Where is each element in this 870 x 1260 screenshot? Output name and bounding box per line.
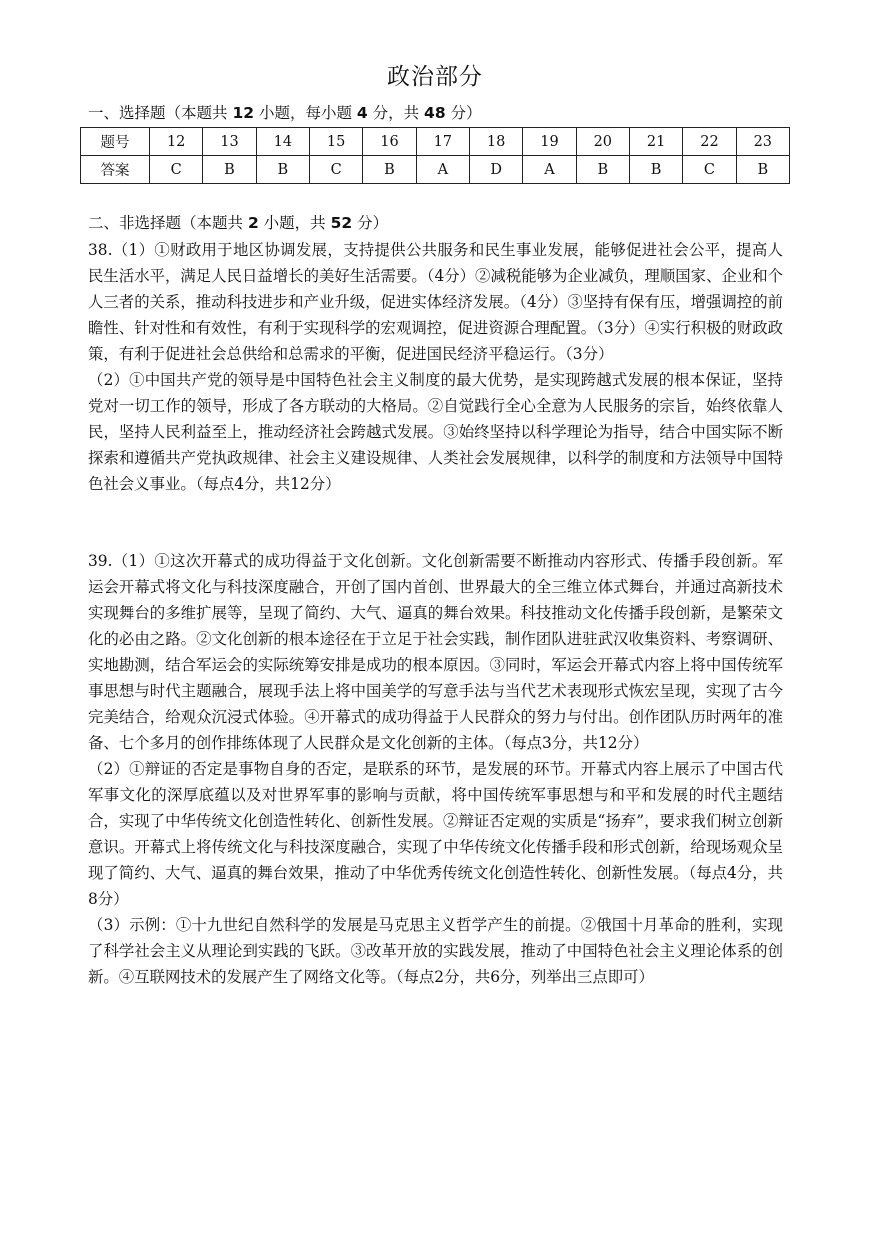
page-title: 政治部分 [387, 64, 483, 90]
heading-text: 分，共 [367, 104, 425, 122]
heading-number: 12 [232, 104, 255, 122]
heading-number: 48 [424, 104, 446, 122]
answer-cell: A [523, 156, 576, 184]
question-number-cell: 19 [523, 128, 576, 156]
answer-cell: B [203, 156, 256, 184]
question-number-cell: 21 [629, 128, 682, 156]
q39-part1: 39.（1）①这次开幕式的成功得益于文化创新。文化创新需要不断推动内容形式、传播手段创新。军运会开幕式将文化与科技深度融合，开创了国内首创、世界最大的全三维立体式舞台，并通过高新技术实现舞台的多维扩展等，呈现了简约、大气、逼真的舞台效果。科技推动文化传播手段创新，是繁荣文化的必由之路。②文化创新的根本途径在于立足于社会实践，制作团队进驻武汉收集资料、考察调研、实地勘测，结合军运会的实际统筹安排是成功的根本原因。③同时，军运会开幕式内容上将中国传统军事思想与时代主题融合，展现手法上将中国美学的写意手法与当代艺术表现形式恢宏呈现，实现了古今完美结合，给观众沉浸式体验。④开幕式的成功得益于人民群众的努力与付出。创作团队历时两年的准备、七个多月的创作排练体现了人民群众是文化创新的主体。（每点3分，共12分） [88, 552, 783, 752]
answer-cell: C [150, 156, 203, 184]
answer-cell: B [363, 156, 416, 184]
answer-row [81, 156, 790, 184]
answer-table [80, 127, 790, 184]
answer-cell: B [576, 156, 629, 184]
question-number-cell: 15 [309, 128, 362, 156]
question-39-answer [88, 548, 783, 990]
heading-number: 4 [356, 104, 368, 122]
q39-part3: （3）示例：①十九世纪自然科学的发展是马克思主义哲学产生的前提。②俄国十月革命的胜利，实现了科学社会主义从理论到实践的飞跃。③改革开放的实践发展，推动了中国特色社会主义理论体系的创新。④互联网技术的发展产生了网络文化等。（每点2分，共6分，列举出三点即可） [88, 916, 783, 986]
answer-cell: C [309, 156, 362, 184]
question-number-cell: 14 [256, 128, 309, 156]
question-number-cell: 13 [203, 128, 256, 156]
answer-cell: A [416, 156, 469, 184]
q38-part2: （2）①中国共产党的领导是中国特色社会主义制度的最大优势，是实现跨越式发展的根本保证，坚持党对一切工作的领导，形成了各方联动的大格局。②自觉践行全心全意为人民服务的宗旨，始终依靠人民，坚持人民利益至上，推动经济社会跨越式发展。③始终坚持以科学理论为指导，结合中国实际不断探索和遵循共产党执政规律、社会主义建设规律、人类社会发展规律，以科学的制度和方法领导中国特色社会义事业。（每点4分，共12分） [88, 371, 783, 493]
question-38-answer [88, 237, 783, 497]
heading-number: 52 [330, 214, 353, 232]
question-number-cell: 22 [683, 128, 736, 156]
question-number-cell: 16 [363, 128, 416, 156]
answer-cell: C [683, 156, 736, 184]
row-label: 答案 [81, 156, 150, 184]
question-number-cell: 12 [150, 128, 203, 156]
q39-part2: （2）①辩证的否定是事物自身的否定，是联系的环节，是发展的环节。开幕式内容上展示了中国古代军事文化的深厚底蕴以及对世界军事的影响与贡献，将中国传统军事思想与和平和发展的时代主题结合，实现了中华传统文化创造性转化、创新性发展。②辩证否定观的实质是“扬弃”，要求我们树立创新意识。开幕式上将传统文化与科技深度融合，实现了中华传统文化传播手段和形式创新，给现场观众呈现了简约、大气、逼真的舞台效果，推动了中华优秀传统文化创造性转化、创新性发展。（每点4分，共8分） [88, 760, 783, 908]
row-label: 题号 [81, 128, 150, 156]
heading-text: 小题，每小题 [254, 104, 357, 122]
heading-text: 二、非选择题（本题共 [88, 214, 248, 232]
answer-cell: B [629, 156, 682, 184]
heading-number: 2 [247, 214, 259, 232]
answer-cell: D [469, 156, 522, 184]
question-number-cell: 20 [576, 128, 629, 156]
q38-part1: 38.（1）①财政用于地区协调发展，支持提供公共服务和民生事业发展，能够促进社会公平，提高人民生活水平，满足人民日益增长的美好生活需要。（4分）②减税能够为企业减负，理顺国家、企业和个人三者的关系，推动科技进步和产业升级，促进实体经济发展。（4分）③坚持有保有压，增强调控的前瞻性、针对性和有效性，有利于实现科学的宏观调控，促进资源合理配置。（3分）④实行积极的财政政策，有利于促进社会总供给和总需求的平衡，促进国民经济平稳运行。（3分） [88, 241, 783, 363]
question-number-row [81, 128, 790, 156]
question-number-cell: 17 [416, 128, 469, 156]
question-number-cell: 23 [736, 128, 789, 156]
nonchoice-section-heading [88, 212, 388, 234]
heading-text: 分） [445, 104, 482, 122]
question-number-cell: 18 [469, 128, 522, 156]
answer-cell: B [256, 156, 309, 184]
heading-text: 小题，共 [258, 214, 331, 232]
heading-text: 分） [352, 214, 389, 232]
heading-text: 一、选择题（本题共 [88, 104, 233, 122]
answer-cell: B [736, 156, 789, 184]
choice-section-heading [88, 102, 482, 124]
